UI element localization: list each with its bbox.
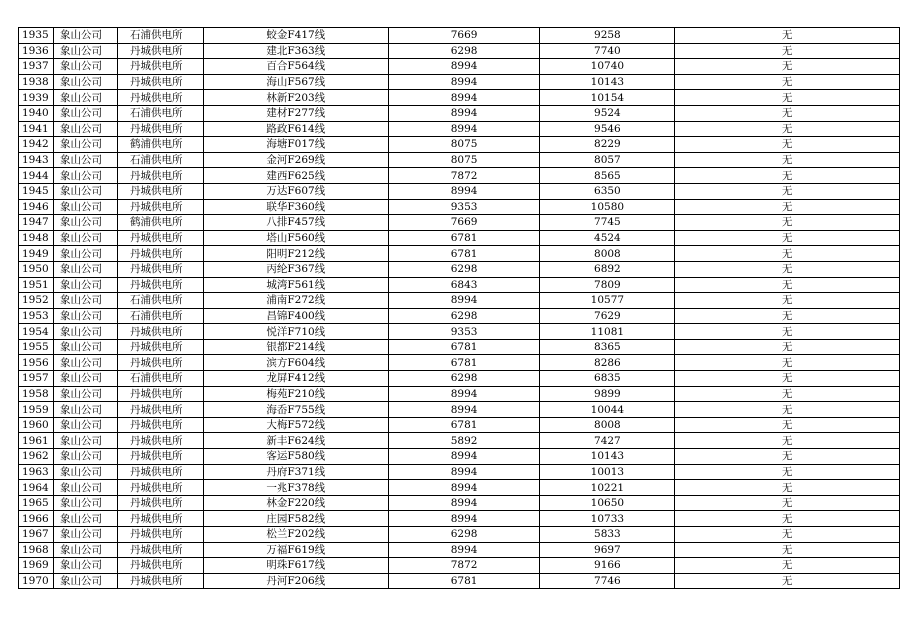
table-row — [19, 527, 900, 543]
value-1-cell: 8994 — [388, 105, 540, 121]
company-cell: 象山公司 — [53, 386, 117, 402]
note-cell: 无 — [675, 433, 900, 449]
table-row — [19, 480, 900, 496]
line-name-cell: 路政F614线 — [203, 121, 388, 137]
value-1-cell: 8994 — [388, 59, 540, 75]
table-row — [19, 121, 900, 137]
table-row — [19, 433, 900, 449]
company-cell: 象山公司 — [53, 324, 117, 340]
value-2-cell: 8286 — [540, 355, 675, 371]
value-2-cell: 9258 — [540, 28, 675, 44]
value-1-cell: 6781 — [388, 573, 540, 589]
line-name-cell: 建西F625线 — [203, 168, 388, 184]
company-cell: 象山公司 — [53, 542, 117, 558]
company-cell: 象山公司 — [53, 43, 117, 59]
table-row — [19, 386, 900, 402]
station-cell: 丹城供电所 — [117, 402, 203, 418]
note-cell: 无 — [675, 339, 900, 355]
line-name-cell: 龙屏F412线 — [203, 371, 388, 387]
value-1-cell: 6781 — [388, 355, 540, 371]
company-cell: 象山公司 — [53, 230, 117, 246]
line-name-cell: 阳明F212线 — [203, 246, 388, 262]
station-cell: 丹城供电所 — [117, 43, 203, 59]
row-number-cell: 1944 — [19, 168, 54, 184]
table-row — [19, 293, 900, 309]
company-cell: 象山公司 — [53, 511, 117, 527]
station-cell: 丹城供电所 — [117, 90, 203, 106]
row-number-cell: 1945 — [19, 183, 54, 199]
line-name-cell: 大梅F572线 — [203, 417, 388, 433]
note-cell: 无 — [675, 495, 900, 511]
value-2-cell: 10154 — [540, 90, 675, 106]
value-1-cell: 6843 — [388, 277, 540, 293]
value-2-cell: 8008 — [540, 417, 675, 433]
value-2-cell: 7427 — [540, 433, 675, 449]
row-number-cell: 1935 — [19, 28, 54, 44]
line-name-cell: 海山F567线 — [203, 74, 388, 90]
note-cell: 无 — [675, 152, 900, 168]
value-2-cell: 10650 — [540, 495, 675, 511]
company-cell: 象山公司 — [53, 74, 117, 90]
note-cell: 无 — [675, 199, 900, 215]
station-cell: 丹城供电所 — [117, 449, 203, 465]
note-cell: 无 — [675, 59, 900, 75]
value-1-cell: 6781 — [388, 417, 540, 433]
row-number-cell: 1938 — [19, 74, 54, 90]
value-1-cell: 7669 — [388, 28, 540, 44]
row-number-cell: 1936 — [19, 43, 54, 59]
note-cell: 无 — [675, 480, 900, 496]
value-2-cell: 9524 — [540, 105, 675, 121]
company-cell: 象山公司 — [53, 121, 117, 137]
row-number-cell: 1954 — [19, 324, 54, 340]
row-number-cell: 1961 — [19, 433, 54, 449]
value-2-cell: 11081 — [540, 324, 675, 340]
station-cell: 石浦供电所 — [117, 293, 203, 309]
table-row — [19, 168, 900, 184]
value-2-cell: 8057 — [540, 152, 675, 168]
value-1-cell: 8075 — [388, 152, 540, 168]
table-row — [19, 277, 900, 293]
station-cell: 丹城供电所 — [117, 464, 203, 480]
line-name-cell: 新丰F624线 — [203, 433, 388, 449]
value-2-cell: 9546 — [540, 121, 675, 137]
company-cell: 象山公司 — [53, 527, 117, 543]
row-number-cell: 1966 — [19, 511, 54, 527]
note-cell: 无 — [675, 74, 900, 90]
station-cell: 丹城供电所 — [117, 511, 203, 527]
value-1-cell: 8994 — [388, 542, 540, 558]
line-name-cell: 林金F220线 — [203, 495, 388, 511]
row-number-cell: 1964 — [19, 480, 54, 496]
line-name-cell: 滨方F604线 — [203, 355, 388, 371]
line-name-cell: 百合F564线 — [203, 59, 388, 75]
note-cell: 无 — [675, 573, 900, 589]
value-1-cell: 9353 — [388, 324, 540, 340]
value-1-cell: 7872 — [388, 168, 540, 184]
station-cell: 丹城供电所 — [117, 199, 203, 215]
station-cell: 丹城供电所 — [117, 573, 203, 589]
line-name-cell: 明珠F617线 — [203, 558, 388, 574]
row-number-cell: 1960 — [19, 417, 54, 433]
station-cell: 石浦供电所 — [117, 28, 203, 44]
note-cell: 无 — [675, 542, 900, 558]
line-name-cell: 林新F203线 — [203, 90, 388, 106]
line-name-cell: 丹府F371线 — [203, 464, 388, 480]
company-cell: 象山公司 — [53, 417, 117, 433]
company-cell: 象山公司 — [53, 246, 117, 262]
value-2-cell: 8565 — [540, 168, 675, 184]
company-cell: 象山公司 — [53, 308, 117, 324]
value-1-cell: 8994 — [388, 495, 540, 511]
station-cell: 丹城供电所 — [117, 59, 203, 75]
row-number-cell: 1943 — [19, 152, 54, 168]
station-cell: 丹城供电所 — [117, 230, 203, 246]
value-2-cell: 10221 — [540, 480, 675, 496]
line-name-cell: 建材F277线 — [203, 105, 388, 121]
table-row — [19, 402, 900, 418]
station-cell: 丹城供电所 — [117, 495, 203, 511]
value-1-cell: 5892 — [388, 433, 540, 449]
value-1-cell: 8994 — [388, 386, 540, 402]
line-name-cell: 塔山F560线 — [203, 230, 388, 246]
company-cell: 象山公司 — [53, 137, 117, 153]
row-number-cell: 1953 — [19, 308, 54, 324]
row-number-cell: 1968 — [19, 542, 54, 558]
line-name-cell: 城湾F561线 — [203, 277, 388, 293]
company-cell: 象山公司 — [53, 464, 117, 480]
note-cell: 无 — [675, 449, 900, 465]
value-1-cell: 6781 — [388, 230, 540, 246]
value-1-cell: 8994 — [388, 90, 540, 106]
table-row — [19, 59, 900, 75]
note-cell: 无 — [675, 137, 900, 153]
table-row — [19, 449, 900, 465]
company-cell: 象山公司 — [53, 355, 117, 371]
note-cell: 无 — [675, 324, 900, 340]
value-1-cell: 6781 — [388, 339, 540, 355]
line-name-cell: 建北F363线 — [203, 43, 388, 59]
line-name-cell: 海岙F755线 — [203, 402, 388, 418]
line-name-cell: 一兆F378线 — [203, 480, 388, 496]
row-number-cell: 1965 — [19, 495, 54, 511]
note-cell: 无 — [675, 168, 900, 184]
station-cell: 丹城供电所 — [117, 417, 203, 433]
company-cell: 象山公司 — [53, 59, 117, 75]
table-row — [19, 90, 900, 106]
row-number-cell: 1947 — [19, 215, 54, 231]
line-name-cell: 万达F607线 — [203, 183, 388, 199]
table-row — [19, 105, 900, 121]
note-cell: 无 — [675, 308, 900, 324]
value-1-cell: 9353 — [388, 199, 540, 215]
row-number-cell: 1942 — [19, 137, 54, 153]
row-number-cell: 1967 — [19, 527, 54, 543]
line-name-cell: 昌锦F400线 — [203, 308, 388, 324]
station-cell: 鹤浦供电所 — [117, 215, 203, 231]
table-row — [19, 183, 900, 199]
company-cell: 象山公司 — [53, 480, 117, 496]
note-cell: 无 — [675, 558, 900, 574]
value-2-cell: 8229 — [540, 137, 675, 153]
value-2-cell: 6350 — [540, 183, 675, 199]
note-cell: 无 — [675, 121, 900, 137]
station-cell: 丹城供电所 — [117, 339, 203, 355]
company-cell: 象山公司 — [53, 152, 117, 168]
station-cell: 丹城供电所 — [117, 246, 203, 262]
company-cell: 象山公司 — [53, 402, 117, 418]
value-1-cell: 6298 — [388, 308, 540, 324]
line-name-cell: 浦南F272线 — [203, 293, 388, 309]
company-cell: 象山公司 — [53, 433, 117, 449]
table-row — [19, 74, 900, 90]
value-2-cell: 9697 — [540, 542, 675, 558]
row-number-cell: 1950 — [19, 261, 54, 277]
row-number-cell: 1955 — [19, 339, 54, 355]
table-row — [19, 573, 900, 589]
value-2-cell: 10044 — [540, 402, 675, 418]
table-row — [19, 558, 900, 574]
station-cell: 丹城供电所 — [117, 527, 203, 543]
value-2-cell: 8008 — [540, 246, 675, 262]
table-row — [19, 511, 900, 527]
line-name-cell: 庄园F582线 — [203, 511, 388, 527]
station-cell: 丹城供电所 — [117, 558, 203, 574]
note-cell: 无 — [675, 355, 900, 371]
value-1-cell: 6781 — [388, 246, 540, 262]
table-row — [19, 371, 900, 387]
row-number-cell: 1951 — [19, 277, 54, 293]
row-number-cell: 1959 — [19, 402, 54, 418]
line-name-cell: 松兰F202线 — [203, 527, 388, 543]
table-row — [19, 464, 900, 480]
line-name-cell: 梅苑F210线 — [203, 386, 388, 402]
station-cell: 丹城供电所 — [117, 121, 203, 137]
table-row — [19, 152, 900, 168]
station-cell: 丹城供电所 — [117, 324, 203, 340]
table-row — [19, 230, 900, 246]
value-1-cell: 8994 — [388, 511, 540, 527]
line-name-cell: 客运F580线 — [203, 449, 388, 465]
table-row — [19, 339, 900, 355]
value-1-cell: 8994 — [388, 402, 540, 418]
company-cell: 象山公司 — [53, 105, 117, 121]
company-cell: 象山公司 — [53, 449, 117, 465]
station-cell: 丹城供电所 — [117, 480, 203, 496]
value-2-cell: 7745 — [540, 215, 675, 231]
row-number-cell: 1958 — [19, 386, 54, 402]
row-number-cell: 1970 — [19, 573, 54, 589]
line-name-cell: 丹河F206线 — [203, 573, 388, 589]
value-1-cell: 7669 — [388, 215, 540, 231]
line-name-cell: 银都F214线 — [203, 339, 388, 355]
row-number-cell: 1962 — [19, 449, 54, 465]
table-row — [19, 495, 900, 511]
note-cell: 无 — [675, 105, 900, 121]
value-1-cell: 8994 — [388, 293, 540, 309]
company-cell: 象山公司 — [53, 199, 117, 215]
row-number-cell: 1963 — [19, 464, 54, 480]
value-1-cell: 6298 — [388, 43, 540, 59]
station-cell: 丹城供电所 — [117, 433, 203, 449]
value-2-cell: 10740 — [540, 59, 675, 75]
station-cell: 石浦供电所 — [117, 152, 203, 168]
note-cell: 无 — [675, 417, 900, 433]
note-cell: 无 — [675, 230, 900, 246]
company-cell: 象山公司 — [53, 90, 117, 106]
value-2-cell: 10580 — [540, 199, 675, 215]
value-2-cell: 7746 — [540, 573, 675, 589]
line-name-cell: 蛟金F417线 — [203, 28, 388, 44]
value-1-cell: 6298 — [388, 261, 540, 277]
value-2-cell: 10013 — [540, 464, 675, 480]
value-2-cell: 9166 — [540, 558, 675, 574]
value-2-cell: 4524 — [540, 230, 675, 246]
line-name-cell: 联华F360线 — [203, 199, 388, 215]
station-cell: 丹城供电所 — [117, 261, 203, 277]
note-cell: 无 — [675, 183, 900, 199]
company-cell: 象山公司 — [53, 28, 117, 44]
note-cell: 无 — [675, 293, 900, 309]
table-row — [19, 261, 900, 277]
value-1-cell: 8994 — [388, 449, 540, 465]
note-cell: 无 — [675, 464, 900, 480]
value-2-cell: 7740 — [540, 43, 675, 59]
note-cell: 无 — [675, 402, 900, 418]
value-1-cell: 8994 — [388, 464, 540, 480]
company-cell: 象山公司 — [53, 261, 117, 277]
row-number-cell: 1946 — [19, 199, 54, 215]
station-cell: 丹城供电所 — [117, 542, 203, 558]
station-cell: 鹤浦供电所 — [117, 137, 203, 153]
row-number-cell: 1937 — [19, 59, 54, 75]
note-cell: 无 — [675, 28, 900, 44]
line-name-cell: 海塘F017线 — [203, 137, 388, 153]
row-number-cell: 1952 — [19, 293, 54, 309]
value-1-cell: 7872 — [388, 558, 540, 574]
line-name-cell: 八排F457线 — [203, 215, 388, 231]
company-cell: 象山公司 — [53, 371, 117, 387]
row-number-cell: 1948 — [19, 230, 54, 246]
note-cell: 无 — [675, 386, 900, 402]
table-row — [19, 246, 900, 262]
table-row — [19, 308, 900, 324]
company-cell: 象山公司 — [53, 573, 117, 589]
value-2-cell: 10577 — [540, 293, 675, 309]
value-2-cell: 10143 — [540, 74, 675, 90]
note-cell: 无 — [675, 90, 900, 106]
value-1-cell: 8994 — [388, 121, 540, 137]
table-row — [19, 324, 900, 340]
note-cell: 无 — [675, 43, 900, 59]
value-1-cell: 8994 — [388, 74, 540, 90]
note-cell: 无 — [675, 246, 900, 262]
station-cell: 石浦供电所 — [117, 371, 203, 387]
row-number-cell: 1969 — [19, 558, 54, 574]
note-cell: 无 — [675, 371, 900, 387]
value-2-cell: 7629 — [540, 308, 675, 324]
line-name-cell: 丙纶F367线 — [203, 261, 388, 277]
value-2-cell: 7809 — [540, 277, 675, 293]
note-cell: 无 — [675, 527, 900, 543]
table-row — [19, 28, 900, 44]
value-1-cell: 6298 — [388, 371, 540, 387]
company-cell: 象山公司 — [53, 183, 117, 199]
station-cell: 丹城供电所 — [117, 355, 203, 371]
table-row — [19, 199, 900, 215]
note-cell: 无 — [675, 261, 900, 277]
row-number-cell: 1941 — [19, 121, 54, 137]
line-name-cell: 悦洋F710线 — [203, 324, 388, 340]
value-1-cell: 6298 — [388, 527, 540, 543]
row-number-cell: 1940 — [19, 105, 54, 121]
row-number-cell: 1957 — [19, 371, 54, 387]
company-cell: 象山公司 — [53, 277, 117, 293]
station-cell: 丹城供电所 — [117, 277, 203, 293]
company-cell: 象山公司 — [53, 293, 117, 309]
data-table — [18, 27, 900, 589]
station-cell: 丹城供电所 — [117, 74, 203, 90]
value-1-cell: 8994 — [388, 183, 540, 199]
table-row — [19, 542, 900, 558]
company-cell: 象山公司 — [53, 495, 117, 511]
table-row — [19, 43, 900, 59]
station-cell: 丹城供电所 — [117, 168, 203, 184]
note-cell: 无 — [675, 277, 900, 293]
table-row — [19, 215, 900, 231]
value-2-cell: 10733 — [540, 511, 675, 527]
station-cell: 丹城供电所 — [117, 386, 203, 402]
row-number-cell: 1939 — [19, 90, 54, 106]
table-row — [19, 355, 900, 371]
company-cell: 象山公司 — [53, 168, 117, 184]
line-name-cell: 万福F619线 — [203, 542, 388, 558]
table-body — [19, 28, 900, 589]
note-cell: 无 — [675, 215, 900, 231]
value-2-cell: 10143 — [540, 449, 675, 465]
station-cell: 石浦供电所 — [117, 308, 203, 324]
line-name-cell: 金河F269线 — [203, 152, 388, 168]
value-2-cell: 6892 — [540, 261, 675, 277]
row-number-cell: 1949 — [19, 246, 54, 262]
table-row — [19, 417, 900, 433]
value-2-cell: 5833 — [540, 527, 675, 543]
value-2-cell: 9899 — [540, 386, 675, 402]
value-2-cell: 6835 — [540, 371, 675, 387]
value-2-cell: 8365 — [540, 339, 675, 355]
table-row — [19, 137, 900, 153]
station-cell: 丹城供电所 — [117, 183, 203, 199]
value-1-cell: 8994 — [388, 480, 540, 496]
value-1-cell: 8075 — [388, 137, 540, 153]
company-cell: 象山公司 — [53, 558, 117, 574]
company-cell: 象山公司 — [53, 339, 117, 355]
company-cell: 象山公司 — [53, 215, 117, 231]
note-cell: 无 — [675, 511, 900, 527]
row-number-cell: 1956 — [19, 355, 54, 371]
station-cell: 石浦供电所 — [117, 105, 203, 121]
